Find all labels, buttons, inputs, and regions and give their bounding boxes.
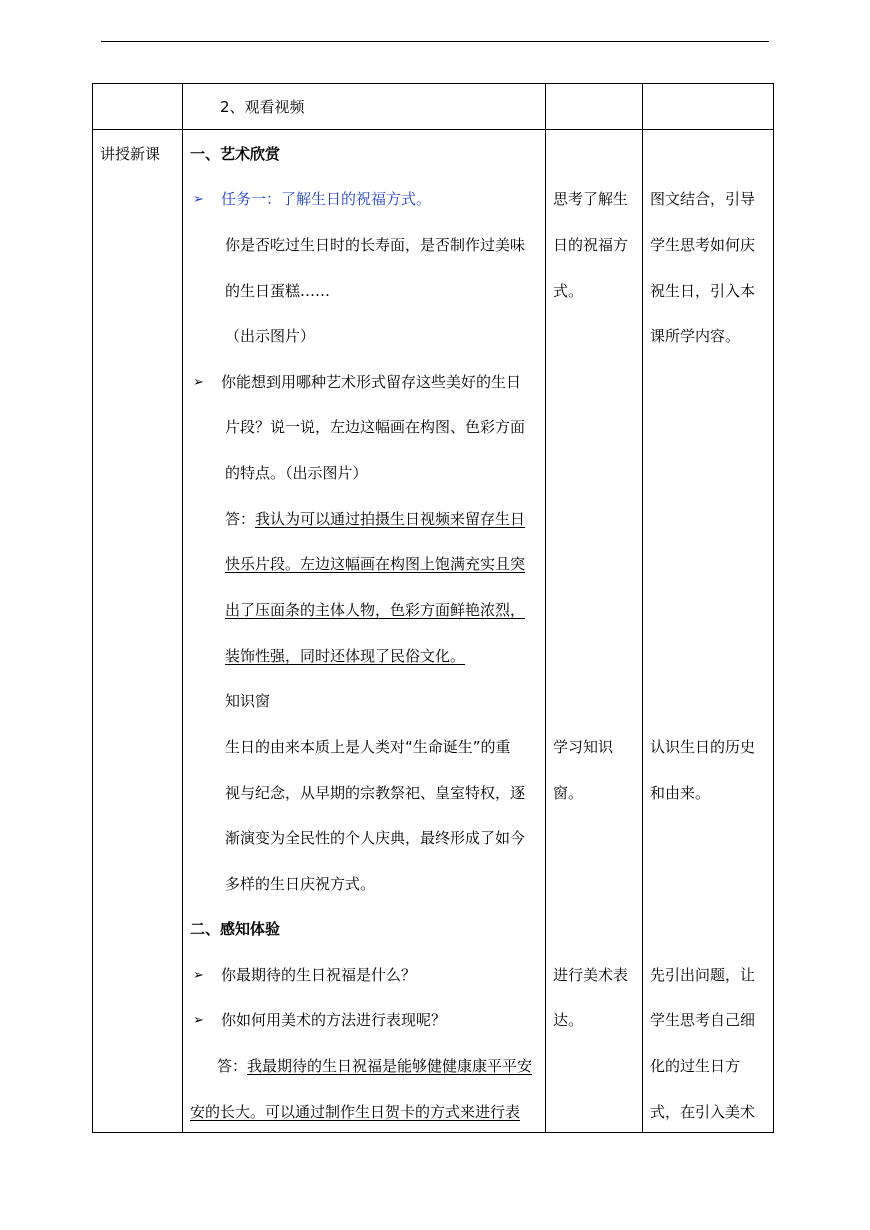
knowledge-line: 生日的由来本质上是人类对“生命诞生”的重 — [225, 738, 511, 756]
heading-perception: 二、感知体验 — [190, 920, 281, 938]
answer-line — [217, 1056, 532, 1076]
answer-text: 我最期待的生日祝福是能够健健康康平平安 — [247, 1057, 533, 1075]
table-row-divider — [92, 129, 774, 130]
task-one: 任务一：了解生日的祝福方式。 — [221, 190, 432, 208]
question-line: 的特点。（出示图片） — [225, 464, 368, 482]
arrow-bullet-icon: ➢ — [193, 192, 204, 207]
activity-line: 窗。 — [553, 784, 584, 802]
table-col-divider-3 — [642, 83, 643, 1133]
arrow-bullet-icon: ➢ — [193, 375, 204, 390]
answer-text: 我认为可以通过拍摄生日视频来留存生日 — [255, 510, 526, 528]
activity-line: 式。 — [553, 282, 584, 300]
knowledge-line: 视与纪念，从早期的宗教祭祀、皇室特权，逐 — [225, 784, 526, 802]
heading-art-appreciation: 一、艺术欣赏 — [190, 145, 281, 163]
table-border-left — [92, 83, 93, 1133]
question-line: 你最期待的生日祝福是什么？ — [221, 966, 417, 984]
question-line: 你如何用美术的方法进行表现呢？ — [221, 1011, 447, 1029]
intent-line: 化的过生日方 — [650, 1057, 741, 1075]
knowledge-line: 多样的生日庆祝方式。 — [225, 875, 376, 893]
table-border-bottom — [92, 1132, 774, 1133]
intent-line: 式，在引入美术 — [650, 1103, 756, 1121]
answer-line: 出了压面条的主体人物，色彩方面鲜艳浓烈， — [225, 601, 526, 619]
answer-prefix: 答： — [225, 510, 256, 528]
answer-prefix: 答： — [217, 1057, 248, 1075]
table-border-right — [773, 83, 774, 1133]
section-label: 讲授新课 — [100, 145, 161, 163]
intent-line: 课所学内容。 — [650, 327, 741, 345]
paragraph-line: （出示图片） — [225, 327, 316, 345]
intent-line: 祝生日，引入本 — [650, 282, 756, 300]
activity-line: 思考了解生 — [553, 190, 629, 208]
activity-line: 达。 — [553, 1011, 584, 1029]
intent-line: 先引出问题，让 — [650, 966, 756, 984]
intent-line: 学生思考如何庆 — [650, 236, 756, 254]
paragraph-line: 的生日蛋糕…… — [225, 282, 331, 300]
table-col-divider-1 — [182, 83, 183, 1133]
activity-line: 学习知识 — [553, 738, 614, 756]
intent-line: 学生思考自己细 — [650, 1011, 756, 1029]
watch-video-step: 2、观看视频 — [220, 98, 305, 116]
intent-line: 认识生日的历史 — [650, 738, 756, 756]
answer-line: 安的长大。可以通过制作生日贺卡的方式来进行表 — [190, 1103, 521, 1121]
intent-line: 图文结合，引导 — [650, 190, 756, 208]
paragraph-line: 你是否吃过生日时的长寿面，是否制作过美味 — [225, 236, 526, 254]
activity-line: 进行美术表 — [553, 966, 629, 984]
answer-line — [225, 509, 525, 529]
answer-line: 快乐片段。左边这幅画在构图上饱满充实且突 — [225, 555, 526, 573]
arrow-bullet-icon: ➢ — [193, 1013, 204, 1028]
activity-line: 日的祝福方 — [553, 236, 629, 254]
answer-line: 装饰性强，同时还体现了民俗文化。 — [225, 647, 466, 665]
question-line: 片段？说一说，左边这幅画在构图、色彩方面 — [225, 418, 526, 436]
intent-line: 和由来。 — [650, 784, 711, 802]
knowledge-window-title: 知识窗 — [225, 692, 271, 710]
arrow-bullet-icon: ➢ — [193, 968, 204, 983]
question-line: 你能想到用哪种艺术形式留存这些美好的生日 — [221, 373, 522, 391]
header-rule — [101, 41, 769, 42]
table-border-top — [92, 83, 774, 84]
table-col-divider-2 — [545, 83, 546, 1133]
knowledge-line: 渐演变为全民性的个人庆典，最终形成了如今 — [225, 829, 526, 847]
